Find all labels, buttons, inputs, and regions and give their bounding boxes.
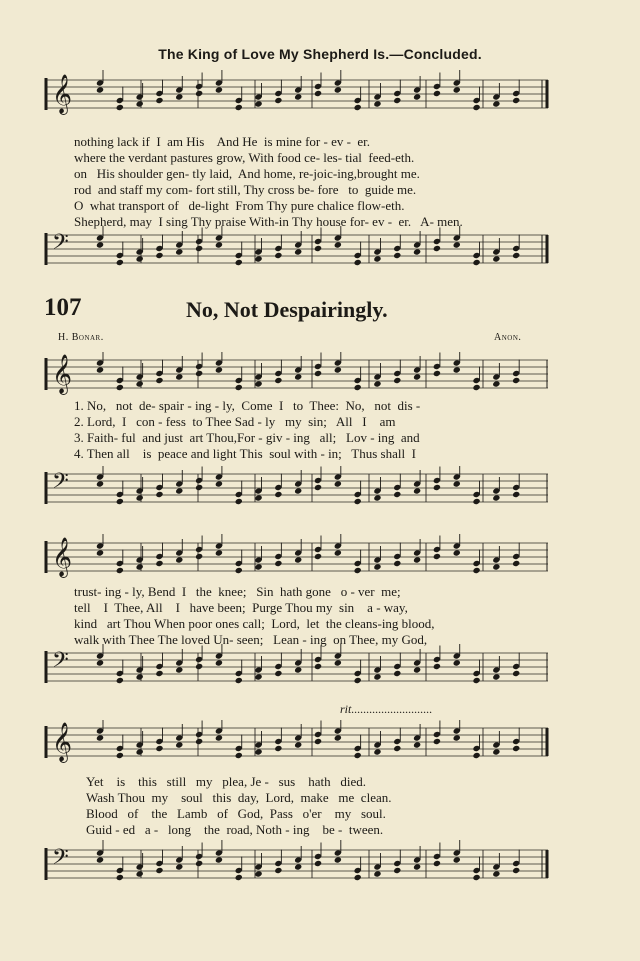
lyric-line: on His shoulder gen- tly laid, And home, re-joic-ing,brought me. — [74, 166, 420, 181]
svg-text:𝄞: 𝄞 — [52, 537, 73, 577]
lyric-line: 3. Faith- ful and just art Thou,For - giv - ing all; Lov - ing and — [74, 430, 420, 445]
author-credit: H. Bonar. — [58, 332, 104, 343]
bass-staff — [44, 840, 550, 888]
svg-text:𝄢: 𝄢 — [52, 648, 69, 678]
svg-text:𝄞: 𝄞 — [52, 74, 73, 114]
bass-staff — [44, 466, 550, 510]
bass-staff — [44, 226, 550, 272]
treble-staff — [44, 70, 550, 118]
svg-text:𝄞: 𝄞 — [52, 354, 73, 394]
treble-staff — [44, 534, 550, 580]
lyric-line: trust- ing - ly, Bend I the knee; Sin hath gone o - ver me; — [74, 584, 401, 599]
lyric-line: Blood of the Lamb of God, Pass o'er my soul. — [86, 806, 386, 821]
lyric-line: Guid - ed a - long the road, Noth - ing be - tween. — [86, 822, 384, 837]
hymn-title: No, Not Despairingly. — [186, 297, 388, 322]
lyric-line: rod and staff my com- fort still, Thy cross be- fore to guide me. — [74, 182, 417, 197]
lyric-line: kind art Thou When poor ones call; Lord, let the cleans-ing blood, — [74, 616, 435, 631]
lyric-line: nothing lack if I am His And He is mine for - ev - er. — [74, 134, 371, 149]
treble-staff — [44, 720, 550, 764]
treble-staff — [44, 352, 550, 396]
hymn-number: 107 — [44, 294, 82, 321]
bass-staff — [44, 644, 550, 690]
lyric-line: Wash Thou my soul this day, Lord, make me clean. — [86, 790, 392, 805]
lyric-line: O what transport of de-light From Thy pure chalice flow-eth. — [74, 198, 405, 213]
lyric-line: tell I Thee, All I have been; Purge Thou my sin a - way, — [74, 600, 408, 615]
lyric-line: 1. No, not de- spair - ing - ly, Come I to Thee: No, not dis - — [74, 398, 421, 413]
lyric-line: walk with Thee The loved Un- seen; Lean - ing on Thee, my God, — [74, 632, 428, 647]
page-header: The King of Love My Shepherd Is.—Concluded. — [158, 46, 482, 62]
svg-text:𝄢: 𝄢 — [52, 469, 69, 499]
svg-text:𝄢: 𝄢 — [52, 845, 69, 875]
ritardando-mark: rit........................... — [340, 702, 433, 716]
lyric-line: 2. Lord, I con - fess to Thee Sad - ly my sin; All I am — [74, 414, 396, 429]
lyric-line: where the verdant pastures grow, With food ce- les- tial feed-eth. — [74, 150, 415, 165]
composer-credit: Anon. — [494, 332, 522, 343]
lyric-line: 4. Then all is peace and light This soul with - in; Thus shall I — [74, 446, 416, 461]
lyric-line: Shepherd, may I sing Thy praise With-in Thy house for- ev - er. A- men. — [74, 214, 463, 229]
svg-text:𝄢: 𝄢 — [52, 230, 69, 260]
svg-text:𝄞: 𝄞 — [52, 722, 73, 762]
lyric-line: Yet is this still my plea, Je - sus hath died. — [86, 774, 366, 789]
